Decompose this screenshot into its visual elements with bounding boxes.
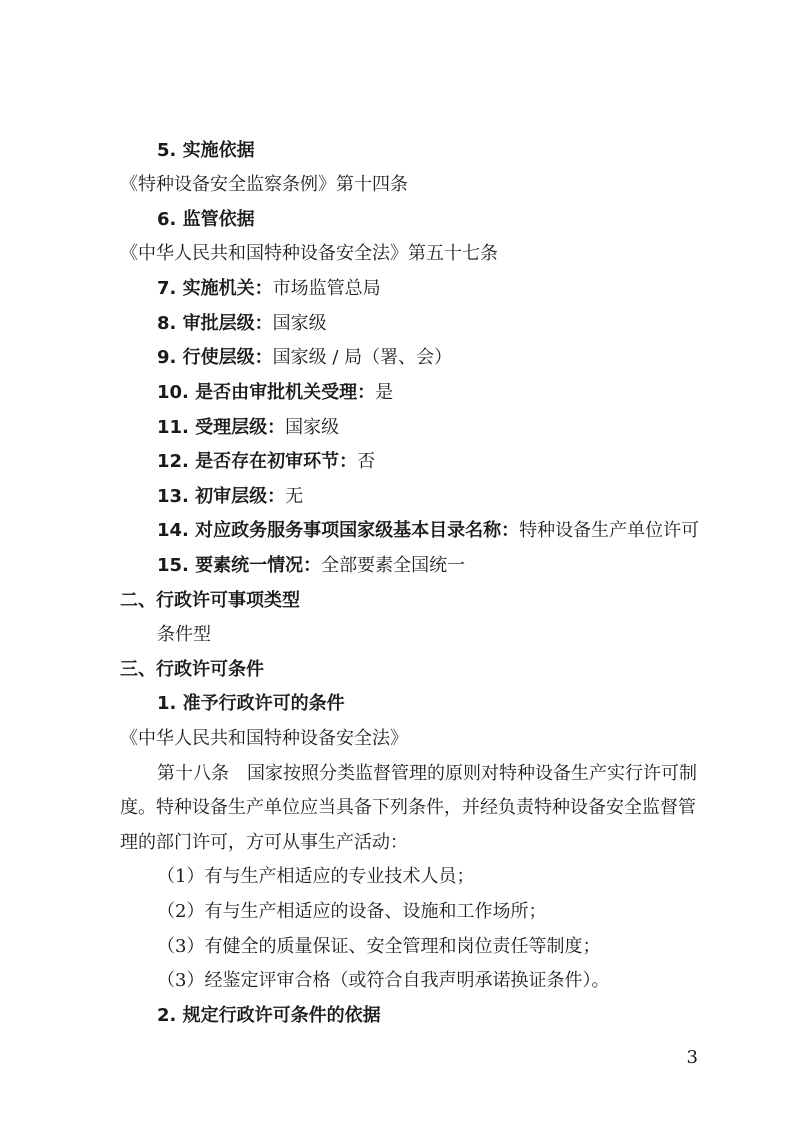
item-10 (157, 381, 393, 405)
section-3-heading: 三、行政许可条件 (120, 659, 264, 680)
item-8-label: 8. 审批层级： (157, 313, 273, 334)
item-8 (157, 312, 327, 336)
item-12-label: 12. 是否存在初审环节： (157, 451, 358, 472)
item-14 (157, 519, 699, 543)
section-3-sub2: 2. 规定行政许可条件的依据 (157, 1005, 381, 1026)
item-9-label: 9. 行使层级： (157, 347, 273, 368)
item-13-value: 无 (285, 486, 304, 507)
item-10-label: 10. 是否由审批机关受理： (157, 382, 376, 403)
item-11-label: 11. 受理层级： (157, 417, 286, 438)
item-14-value: 特种设备生产单位许可 (519, 520, 700, 541)
article-line-1: 第十八条 国家按照分类监督管理的原则对特种设备生产实行许可制 (157, 763, 697, 784)
section-2-body: 条件型 (157, 624, 211, 645)
item-8-value: 国家级 (272, 313, 327, 334)
item-9 (157, 346, 452, 370)
article-line-2: 度。特种设备生产单位应当具备下列条件，并经负责特种设备安全监督管 (120, 797, 696, 818)
item-5-label: 5. 实施依据 (157, 140, 255, 161)
item-15-value: 全部要素全国统一 (321, 555, 466, 576)
item-12 (157, 450, 375, 474)
item-13-label: 13. 初审层级： (157, 486, 286, 507)
item-7 (157, 277, 381, 301)
item-7-label: 7. 实施机关： (157, 278, 273, 299)
section-3-sub1: 1. 准予行政许可的条件 (157, 693, 345, 714)
condition-2: （2）有与生产相适应的设备、设施和工作场所； (157, 901, 547, 922)
page-number: 3 (686, 1047, 698, 1068)
item-6-label: 6. 监管依据 (157, 209, 255, 230)
item-12-value: 否 (357, 451, 376, 472)
item-6 (157, 208, 255, 232)
item-5-text: 《特种设备安全监察条例》第十四条 (120, 174, 408, 195)
condition-1: （1）有与生产相适应的专业技术人员； (157, 866, 475, 887)
law-title: 《中华人民共和国特种设备安全法》 (120, 728, 408, 749)
item-10-value: 是 (375, 382, 394, 403)
condition-4: （3）经鉴定评审合格（或符合自我声明承诺换证条件）。 (157, 970, 610, 991)
condition-3: （3）有健全的质量保证、安全管理和岗位责任等制度； (157, 936, 601, 957)
item-5 (157, 139, 255, 163)
item-6-text: 《中华人民共和国特种设备安全法》第五十七条 (120, 243, 498, 264)
item-15 (157, 554, 465, 578)
item-7-value: 市场监管总局 (272, 278, 381, 299)
item-11 (157, 416, 339, 440)
section-2-heading: 二、行政许可事项类型 (120, 590, 300, 611)
item-15-label: 15. 要素统一情况： (157, 555, 322, 576)
article-line-3: 理的部门许可，方可从事生产活动： (120, 832, 408, 853)
item-13 (157, 485, 303, 509)
item-14-label: 14. 对应政务服务事项国家级基本目录名称： (157, 520, 520, 541)
item-11-value: 国家级 (285, 417, 340, 438)
item-9-value: 国家级 / 局（署、会） (272, 347, 453, 368)
